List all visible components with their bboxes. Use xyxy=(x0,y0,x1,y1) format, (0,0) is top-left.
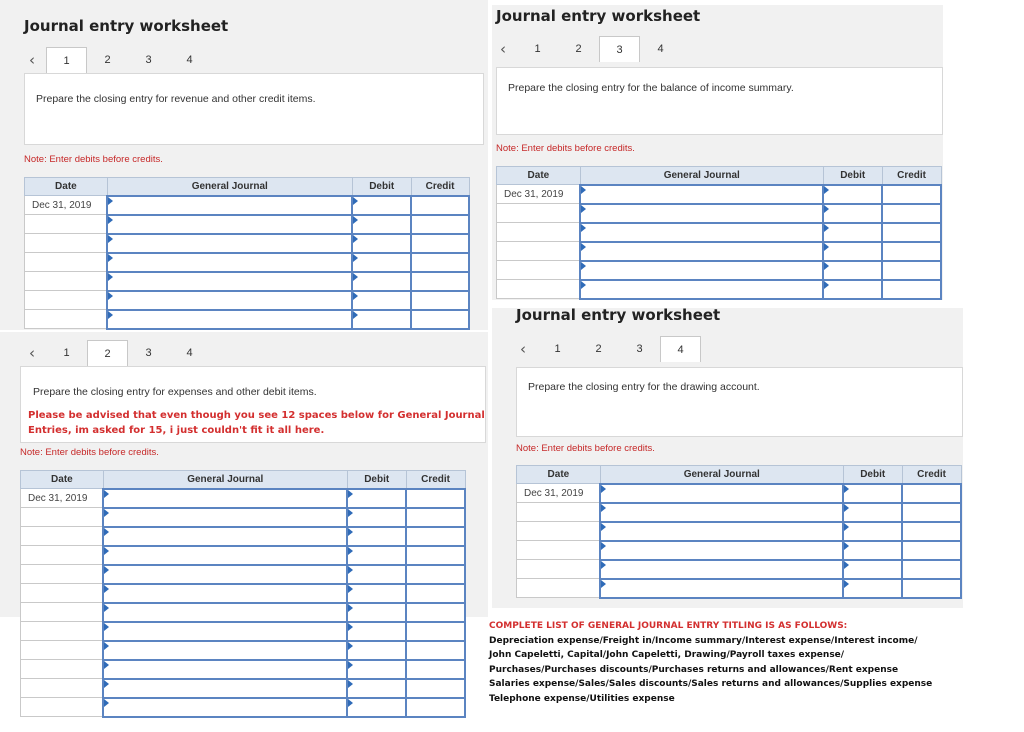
debit-input[interactable] xyxy=(347,622,406,641)
debit-input[interactable] xyxy=(347,641,406,660)
debit-input[interactable] xyxy=(352,196,411,215)
column-general-journal: General Journal xyxy=(103,471,347,489)
debit-input[interactable] xyxy=(823,242,882,261)
account-input[interactable] xyxy=(580,204,823,223)
panel-income-summary-title: Journal entry worksheet xyxy=(496,7,701,25)
table-row xyxy=(517,579,962,598)
date-cell xyxy=(497,204,581,223)
account-input[interactable] xyxy=(103,546,347,565)
account-input[interactable] xyxy=(103,489,347,508)
debit-input[interactable] xyxy=(843,484,902,503)
debit-input[interactable] xyxy=(823,261,882,280)
credit-input[interactable] xyxy=(406,660,465,679)
panel-drawing-note: Note: Enter debits before credits. xyxy=(516,443,655,454)
date-cell xyxy=(517,541,601,560)
prev-tab-chevron-icon[interactable]: ‹ xyxy=(29,344,35,362)
column-general-journal: General Journal xyxy=(580,167,823,185)
credit-input[interactable] xyxy=(406,622,465,641)
credit-input[interactable] xyxy=(411,291,469,310)
prev-tab-chevron-icon[interactable]: ‹ xyxy=(500,40,506,58)
table-row xyxy=(25,196,470,215)
credit-input[interactable] xyxy=(411,310,469,329)
credit-input[interactable] xyxy=(406,489,465,508)
titling-line: John Capeletti, Capital/John Capeletti, Drawing/Payroll taxes expense/ xyxy=(489,650,845,660)
table-row xyxy=(21,698,466,717)
credit-input[interactable] xyxy=(406,698,465,717)
panel-expenses-note: Note: Enter debits before credits. xyxy=(20,447,159,458)
debit-input[interactable] xyxy=(823,223,882,242)
account-input[interactable] xyxy=(580,261,823,280)
debit-input[interactable] xyxy=(347,489,406,508)
column-credit: Credit xyxy=(902,466,961,484)
panel-expenses-instruction: Prepare the closing entry for expenses and other debit items. xyxy=(33,386,317,398)
credit-input[interactable] xyxy=(882,261,941,280)
account-input[interactable] xyxy=(600,579,843,598)
entry-date: Dec 31, 2019 xyxy=(497,185,581,204)
titling-line: Telephone expense/Utilities expense xyxy=(489,693,675,704)
credit-input[interactable] xyxy=(902,560,961,579)
account-input[interactable] xyxy=(103,508,347,527)
debit-input[interactable] xyxy=(347,546,406,565)
column-credit: Credit xyxy=(882,167,941,185)
panel-income-summary-note: Note: Enter debits before credits. xyxy=(496,143,635,154)
tab-4[interactable]: 4 xyxy=(657,43,664,55)
date-cell xyxy=(25,215,108,234)
account-input[interactable] xyxy=(107,215,352,234)
panel-drawing-journal-table xyxy=(516,465,962,599)
credit-input[interactable] xyxy=(406,603,465,622)
debit-input[interactable] xyxy=(347,527,406,546)
date-cell xyxy=(21,584,104,603)
date-cell xyxy=(21,679,104,698)
account-input[interactable] xyxy=(107,234,352,253)
debit-input[interactable] xyxy=(347,508,406,527)
table-row xyxy=(25,291,470,310)
account-input[interactable] xyxy=(600,541,843,560)
account-input[interactable] xyxy=(600,560,843,579)
panel-income-summary-instruction-box xyxy=(496,67,943,135)
table-row xyxy=(21,603,466,622)
prev-tab-chevron-icon[interactable]: ‹ xyxy=(520,340,526,358)
credit-input[interactable] xyxy=(882,223,941,242)
table-row xyxy=(25,310,470,329)
credit-input[interactable] xyxy=(882,185,941,204)
table-row xyxy=(25,272,470,291)
date-cell xyxy=(21,565,104,584)
panel-income-summary-instruction: Prepare the closing entry for the balance of income summary. xyxy=(508,82,794,94)
credit-input[interactable] xyxy=(411,272,469,291)
debit-input[interactable] xyxy=(347,584,406,603)
tab-1[interactable]: 1 xyxy=(46,47,87,73)
account-input[interactable] xyxy=(103,603,347,622)
tab-4[interactable]: 4 xyxy=(186,347,193,359)
panel-expenses-warning-line-1: Please be advised that even though you see 12 spaces below for General Journal xyxy=(28,410,485,421)
table-row xyxy=(517,522,962,541)
table-row xyxy=(21,584,466,603)
account-input[interactable] xyxy=(580,242,823,261)
panel-income-summary-journal-table xyxy=(496,166,942,300)
date-cell xyxy=(517,579,601,598)
tab-2[interactable]: 2 xyxy=(575,43,582,55)
column-credit: Credit xyxy=(411,178,469,196)
credit-input[interactable] xyxy=(406,679,465,698)
date-cell xyxy=(497,261,581,280)
account-input[interactable] xyxy=(103,641,347,660)
date-cell xyxy=(21,508,104,527)
panel-drawing-instruction: Prepare the closing entry for the drawing account. xyxy=(528,381,760,393)
table-row xyxy=(21,546,466,565)
panel-expenses-journal-table xyxy=(20,470,466,718)
credit-input[interactable] xyxy=(406,565,465,584)
credit-input[interactable] xyxy=(411,215,469,234)
tab-2[interactable]: 2 xyxy=(595,343,602,355)
date-cell xyxy=(25,272,108,291)
credit-input[interactable] xyxy=(902,522,961,541)
table-row xyxy=(517,503,962,522)
account-input[interactable] xyxy=(103,698,347,717)
tab-4[interactable]: 4 xyxy=(660,336,701,362)
account-titling-list xyxy=(489,619,989,706)
credit-input[interactable] xyxy=(902,579,961,598)
debit-input[interactable] xyxy=(843,560,902,579)
account-input[interactable] xyxy=(600,484,843,503)
tab-1[interactable]: 1 xyxy=(534,43,541,55)
debit-input[interactable] xyxy=(823,280,882,299)
table-row xyxy=(517,541,962,560)
credit-input[interactable] xyxy=(406,584,465,603)
credit-input[interactable] xyxy=(902,541,961,560)
column-date: Date xyxy=(21,471,104,489)
panel-drawing-tabs xyxy=(509,336,701,362)
column-date: Date xyxy=(497,167,581,185)
table-row xyxy=(25,234,470,253)
panel-revenue-note: Note: Enter debits before credits. xyxy=(24,154,163,165)
debit-input[interactable] xyxy=(347,679,406,698)
date-cell xyxy=(517,560,601,579)
debit-input[interactable] xyxy=(843,541,902,560)
credit-input[interactable] xyxy=(411,253,469,272)
date-cell xyxy=(25,310,108,329)
titling-line: Depreciation expense/Freight in/Income summary/Interest expense/Interest income/ xyxy=(489,635,918,646)
account-input[interactable] xyxy=(600,503,843,522)
account-input[interactable] xyxy=(103,679,347,698)
column-date: Date xyxy=(517,466,601,484)
account-input[interactable] xyxy=(107,272,352,291)
debit-input[interactable] xyxy=(352,215,411,234)
panel-revenue-instruction: Prepare the closing entry for revenue and other credit items. xyxy=(36,93,316,105)
entry-date: Dec 31, 2019 xyxy=(21,489,104,508)
panel-expenses-tabs xyxy=(18,340,210,366)
account-input[interactable] xyxy=(107,196,352,215)
debit-input[interactable] xyxy=(352,253,411,272)
date-cell xyxy=(517,503,601,522)
table-row xyxy=(21,660,466,679)
credit-input[interactable] xyxy=(406,527,465,546)
debit-input[interactable] xyxy=(823,185,882,204)
tab-3[interactable]: 3 xyxy=(145,54,152,66)
panel-revenue-journal-table xyxy=(24,177,470,330)
table-row xyxy=(25,215,470,234)
prev-tab-chevron-icon[interactable]: ‹ xyxy=(29,51,35,69)
debit-input[interactable] xyxy=(352,234,411,253)
date-cell xyxy=(497,242,581,261)
account-input[interactable] xyxy=(107,310,352,329)
column-debit: Debit xyxy=(823,167,882,185)
date-cell xyxy=(517,522,601,541)
table-row xyxy=(21,565,466,584)
column-debit: Debit xyxy=(843,466,902,484)
date-cell xyxy=(25,253,108,272)
account-input[interactable] xyxy=(600,522,843,541)
date-cell xyxy=(21,622,104,641)
panel-expenses-warning-line-2: Entries, im asked for 15, i just couldn't fit it all here. xyxy=(28,425,325,436)
debit-input[interactable] xyxy=(347,660,406,679)
date-cell xyxy=(21,603,104,622)
tab-1[interactable]: 1 xyxy=(554,343,561,355)
column-date: Date xyxy=(25,178,108,196)
account-input[interactable] xyxy=(580,280,823,299)
column-general-journal: General Journal xyxy=(107,178,352,196)
table-row xyxy=(21,527,466,546)
debit-input[interactable] xyxy=(347,698,406,717)
date-cell xyxy=(21,546,104,565)
table-row xyxy=(21,679,466,698)
tab-2[interactable]: 2 xyxy=(104,54,111,66)
date-cell xyxy=(21,641,104,660)
column-general-journal: General Journal xyxy=(600,466,843,484)
account-input[interactable] xyxy=(103,565,347,584)
table-row xyxy=(497,261,942,280)
panel-revenue-tabs xyxy=(18,47,210,73)
debit-input[interactable] xyxy=(843,522,902,541)
debit-input[interactable] xyxy=(823,204,882,223)
titling-heading: COMPLETE LIST OF GENERAL JOURNAL ENTRY TITLING IS AS FOLLOWS: xyxy=(489,621,848,631)
table-row xyxy=(517,484,962,503)
account-input[interactable] xyxy=(580,223,823,242)
debit-input[interactable] xyxy=(352,272,411,291)
panel-revenue-instruction-box xyxy=(24,73,484,145)
table-row xyxy=(517,560,962,579)
account-input[interactable] xyxy=(103,622,347,641)
table-row xyxy=(497,204,942,223)
credit-input[interactable] xyxy=(406,508,465,527)
panel-drawing-instruction-box xyxy=(516,367,963,437)
account-input[interactable] xyxy=(580,185,823,204)
debit-input[interactable] xyxy=(347,565,406,584)
table-row xyxy=(21,641,466,660)
column-debit: Debit xyxy=(352,178,411,196)
column-credit: Credit xyxy=(406,471,465,489)
panel-revenue-title: Journal entry worksheet xyxy=(24,17,229,35)
table-row xyxy=(497,185,942,204)
debit-input[interactable] xyxy=(352,291,411,310)
table-row xyxy=(497,223,942,242)
account-input[interactable] xyxy=(107,253,352,272)
credit-input[interactable] xyxy=(882,204,941,223)
date-cell xyxy=(21,527,104,546)
credit-input[interactable] xyxy=(411,234,469,253)
entry-date: Dec 31, 2019 xyxy=(25,196,108,215)
entry-date: Dec 31, 2019 xyxy=(517,484,601,503)
date-cell xyxy=(497,280,581,299)
credit-input[interactable] xyxy=(902,484,961,503)
credit-input[interactable] xyxy=(406,641,465,660)
table-row xyxy=(497,280,942,299)
tab-3[interactable]: 3 xyxy=(145,347,152,359)
date-cell xyxy=(497,223,581,242)
column-debit: Debit xyxy=(347,471,406,489)
credit-input[interactable] xyxy=(882,242,941,261)
credit-input[interactable] xyxy=(411,196,469,215)
debit-input[interactable] xyxy=(352,310,411,329)
tab-1[interactable]: 1 xyxy=(63,347,70,359)
debit-input[interactable] xyxy=(347,603,406,622)
account-input[interactable] xyxy=(103,660,347,679)
titling-line: Salaries expense/Sales/Sales discounts/Sales returns and allowances/Supplies expense xyxy=(489,679,933,689)
debit-input[interactable] xyxy=(843,503,902,522)
panel-drawing-title: Journal entry worksheet xyxy=(516,306,721,324)
tab-4[interactable]: 4 xyxy=(186,54,193,66)
credit-input[interactable] xyxy=(902,503,961,522)
credit-input[interactable] xyxy=(882,280,941,299)
table-row xyxy=(21,489,466,508)
tab-3[interactable]: 3 xyxy=(636,343,643,355)
panel-income-summary-tabs xyxy=(489,36,681,62)
table-row xyxy=(21,508,466,527)
tab-3[interactable]: 3 xyxy=(599,36,640,62)
date-cell xyxy=(25,234,108,253)
titling-line: Purchases/Purchases discounts/Purchases returns and allowances/Rent expense xyxy=(489,664,899,675)
date-cell xyxy=(25,291,108,310)
tab-2[interactable]: 2 xyxy=(87,340,128,366)
table-row xyxy=(497,242,942,261)
account-input[interactable] xyxy=(107,291,352,310)
table-row xyxy=(25,253,470,272)
table-row xyxy=(21,622,466,641)
date-cell xyxy=(21,698,104,717)
account-input[interactable] xyxy=(103,584,347,603)
credit-input[interactable] xyxy=(406,546,465,565)
account-input[interactable] xyxy=(103,527,347,546)
debit-input[interactable] xyxy=(843,579,902,598)
date-cell xyxy=(21,660,104,679)
